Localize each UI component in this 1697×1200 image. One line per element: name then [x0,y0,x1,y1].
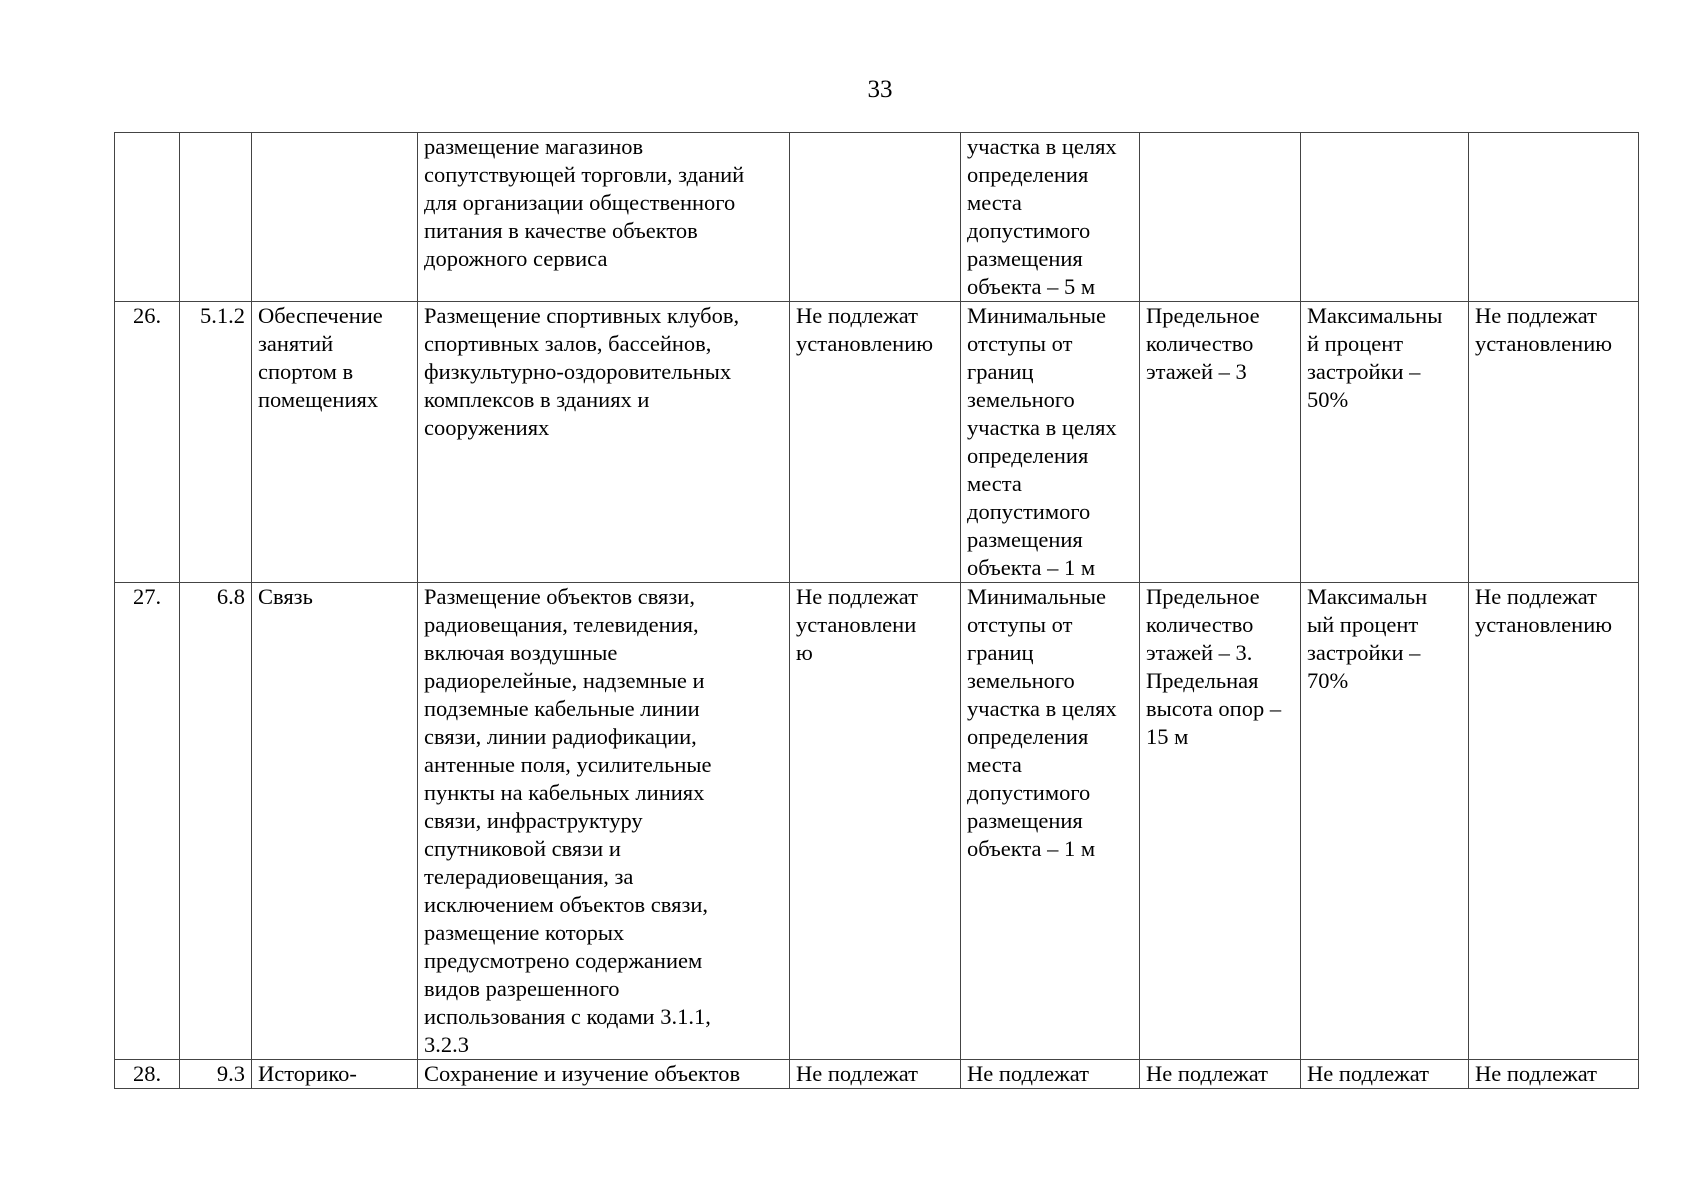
cell-number: 26. [115,302,180,583]
cell-use-name: Связь [252,583,418,1060]
cell-floors: Не подлежат [1140,1060,1301,1089]
cell-use-description: Размещение объектов связи, радиовещания, телевидения, включая воздушные радиорелейные, надземные и подземные кабельные линии связи, линии радиофикации, антенные поля, усилительные пункты на кабельных линиях связи, инфраструктуру спутниковой связи и телерадиовещания, за исключением объектов связи, размещение которых предусмотрено содержанием видов разрешенного использования с кодами 3.1.1, 3.2.3 [418,583,790,1060]
cell-code: 9.3 [180,1060,252,1089]
cell-setbacks: Не подлежат [961,1060,1140,1089]
cell-use-name [252,133,418,302]
cell-other-params: Не подлежат установлению [1469,583,1639,1060]
cell-plot-size: Не подлежат установлени ю [790,583,961,1060]
table-row-continuation [115,133,1639,302]
cell-use-name: Обеспечение занятий спортом в помещениях [252,302,418,583]
cell-plot-size: Не подлежат установлению [790,302,961,583]
cell-floors [1140,133,1301,302]
cell-number: 27. [115,583,180,1060]
regulations-table [114,132,1639,1089]
table-row [115,302,1639,583]
cell-plot-size: Не подлежат [790,1060,961,1089]
cell-coverage: Не подлежат [1301,1060,1469,1089]
cell-number: 28. [115,1060,180,1089]
cell-code [180,133,252,302]
cell-use-name: Историко- [252,1060,418,1089]
cell-other-params [1469,133,1639,302]
cell-other-params: Не подлежат [1469,1060,1639,1089]
cell-other-params: Не подлежат установлению [1469,302,1639,583]
cell-floors: Предельное количество этажей – 3 [1140,302,1301,583]
cell-code: 6.8 [180,583,252,1060]
cell-setbacks: Минимальные отступы от границ земельного участка в целях определения места допустимого размещения объекта – 1 м [961,583,1140,1060]
cell-coverage: Максимальны й процент застройки – 50% [1301,302,1469,583]
cell-use-description: размещение магазинов сопутствующей торговли, зданий для организации общественного питания в качестве объектов дорожного сервиса [418,133,790,302]
cell-code: 5.1.2 [180,302,252,583]
cell-floors: Предельное количество этажей – 3. Предельная высота опор – 15 м [1140,583,1301,1060]
cell-setbacks: участка в целях определения места допустимого размещения объекта – 5 м [961,133,1140,302]
cell-setbacks: Минимальные отступы от границ земельного участка в целях определения места допустимого размещения объекта – 1 м [961,302,1140,583]
page-number: 33 [867,76,893,103]
table-row [115,1060,1639,1089]
cell-use-description: Размещение спортивных клубов, спортивных залов, бассейнов, физкультурно-оздоровительных комплексов в зданиях и сооружениях [418,302,790,583]
table-row [115,583,1639,1060]
cell-plot-size [790,133,961,302]
cell-coverage [1301,133,1469,302]
cell-number [115,133,180,302]
cell-use-description: Сохранение и изучение объектов [418,1060,790,1089]
cell-coverage: Максимальн ый процент застройки – 70% [1301,583,1469,1060]
